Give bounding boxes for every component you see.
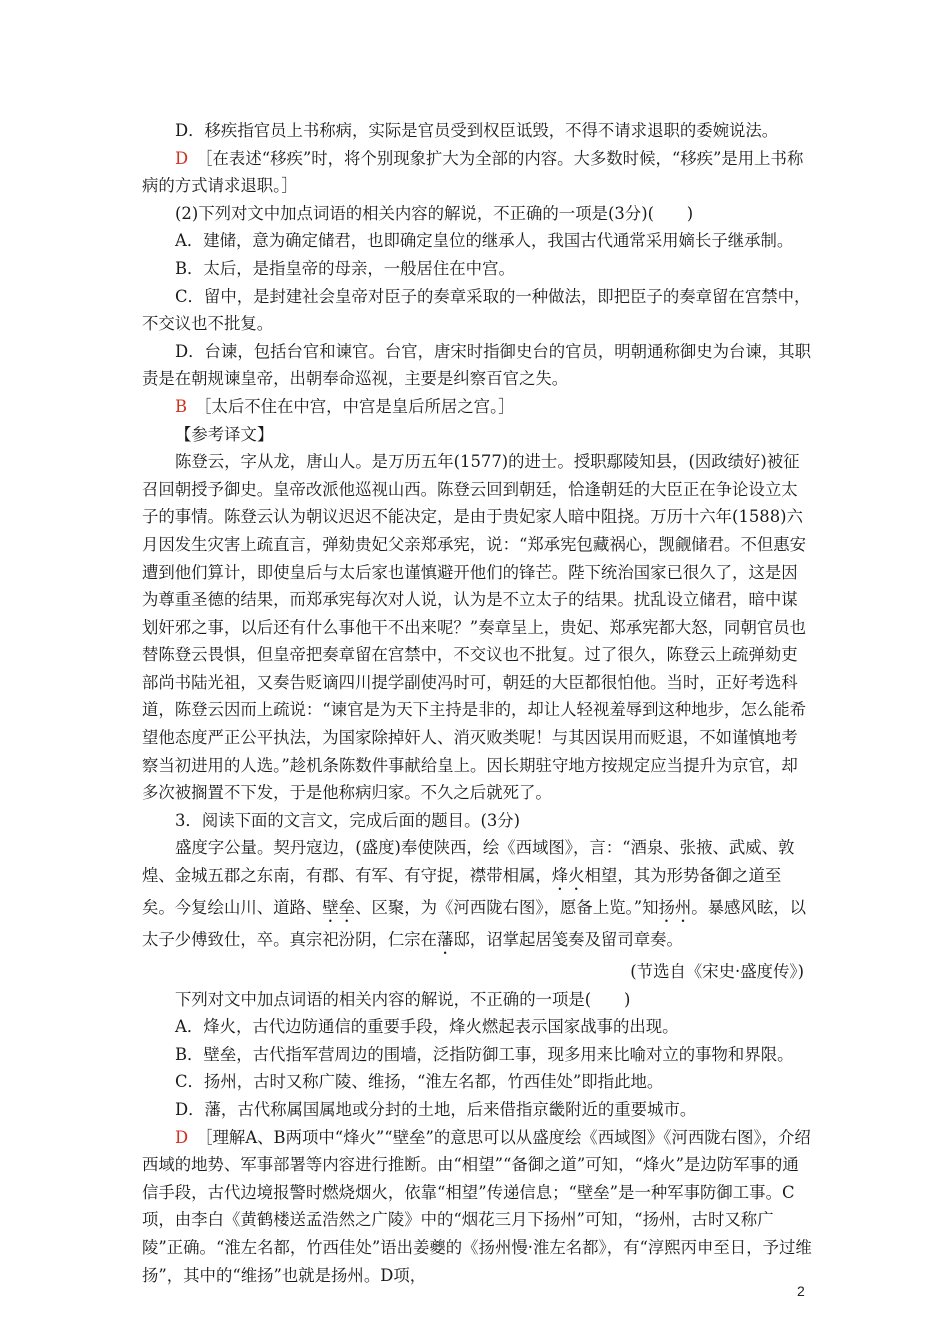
q3-passage (142, 834, 812, 958)
q1-option-d: D．移疾指官员上书称病，实际是官员受到权臣诋毁，不得不请求退职的委婉说法。 (175, 121, 779, 140)
q2-explanation: ［太后不住在中宫，中宫是皇后所居之宫。］ (195, 396, 515, 416)
passage-text: 相望，其为形势备御之道至矣。今复绘山川、道路、 (142, 866, 782, 918)
q2-option-c: C．留中，是封建社会皇帝对臣子的奏章采取的一种做法，即把臣子的奏章留在宫禁中，不交议也不批复。 (142, 286, 811, 334)
dotted-term-yangzhou: 扬州 (658, 898, 692, 918)
q3-option-d: D．藩，古代称属国属地或分封的土地，后来借指京畿附近的重要城市。 (175, 1100, 697, 1119)
dotted-term-fan: 藩 (437, 930, 454, 950)
q3-explanation: ［理解A、B两项中“烽火”“壁垒”的意思可以从盛度绘《西域图》《河西陇右图》，介绍西域的地势、军事部署等内容进行推断。由“相望”“备御之道”可知，“烽火”是边防军事的通信手段，古代边境报警时燃烧烟火，依靠“相望”传递信息；“壁垒”是一种军事防御工事。C项，由李白《黄鹤楼送孟浩然之广陵》中的“烟花三月下扬州”可知，“扬州，古时又称广陵”正确。“淮左名都，竹西佳处”语出姜夔的《扬州慢·淮左名都》，有“淳熙丙申至日，予过维扬”，其中的“维扬”也就是扬州。D项， (142, 1127, 812, 1285)
q1-answer (142, 145, 812, 200)
q2-option-d: D．台谏，包括台官和谏官。台官，唐宋时指御史台的官员，明朝通称御史为台谏，其职责是在朝规谏皇帝，出朝奉命巡视，主要是纠察百官之失。 (142, 341, 811, 389)
q3-option-a: A．烽火，古代边防通信的重要手段，烽火燃起表示国家战事的出现。 (175, 1017, 679, 1037)
q3-answer (142, 1124, 812, 1290)
page-content (142, 117, 812, 1289)
q3-option-c: C．扬州，古时又称广陵、维扬，“淮左名都，竹西佳处”即指此地。 (175, 1072, 664, 1092)
passage-text: 盛度字公量。契丹寇边，(盛度)奉使陕西，绘《西域图》，言：“酒泉、张掖、武威、敦煌、金城五郡之东南，有郡、有军、有守捉，襟带相属， (142, 838, 795, 886)
dotted-term-bilei: 壁垒 (322, 898, 356, 918)
q2-option-a: A．建储，意为确定储君，也即确定皇位的继承人，我国古代通常采用嫡长子继承制。 (175, 231, 794, 251)
passage-text: 邸，诏掌起居笺奏及留司章奏。 (453, 930, 683, 950)
q3-answer-letter: D (175, 1127, 189, 1147)
page-number: 2 (797, 1283, 805, 1299)
q2-answer-letter: B (175, 396, 188, 416)
translation-heading: 【参考译文】 (175, 424, 274, 444)
q3-question: 下列对文中加点词语的相关内容的解说，不正确的一项是( ) (175, 989, 631, 1009)
q2-option-b: B．太后，是指皇帝的母亲，一般居住在中宫。 (175, 258, 515, 278)
q2-stem: (2)下列对文中加点词语的相关内容的解说，不正确的一项是(3分)( ) (175, 203, 694, 223)
q3-source: (节选自《宋史·盛度传》) (630, 962, 804, 982)
passage-text: 、区聚，为《河西陇右图》，愿备上览。”知 (355, 898, 659, 918)
q3-stem: 3．阅读下面的文言文，完成后面的题目。(3分) (175, 810, 521, 830)
q1-answer-letter: D (175, 148, 189, 168)
translation-body: 陈登云，字从龙，唐山人。是万历五年(1577)的进士。授职鄢陵知县，(因政绩好)被征召回朝授予御史。皇帝改派他巡视山西。陈登云回到朝廷，恰逢朝廷的大臣正在争论设立太子的事情。陈登云认为朝议迟迟不能决定，是由于贵妃家人暗中阻挠。万历十六年(1588)六月因发生灾害上疏直言，弹劾贵妃父亲郑承宪，说：“郑承宪包藏祸心，觊觎储君。不但惠安遭到他们算计，即使皇后与太后家也谨慎避开他们的锋芒。陛下统治国家已很久了，这是因为尊重圣德的结果，而郑承宪每次对人说，认为是不立太子的结果。扰乱设立储君，暗中谋划奸邪之事，以后还有什么事他干不出来呢？”奏章呈上，贵妃、郑承宪都大怒，同朝官员也替陈登云畏惧，但皇帝把奏章留在宫禁中，不交议也不批复。过了很久，陈登云上疏弹劾吏部尚书陆光祖，又奏告贬谪四川提学副使冯时可，朝廷的大臣都很怕他。当时，正好考选科道，陈登云因而上疏说：“谏官是为天下主持是非的，却让人轻视羞辱到这种地步，怎么能希望他态度严正公平执法，为国家除掉奸人、消灭败类呢！与其因误用而贬退，不如谨慎地考察当初进用的人选。”趁机条陈数件事献给皇上。因长期驻守地方按规定应当提升为京官，却多次被搁置不下发，于是他称病归家。不久之后就死了。 (142, 452, 807, 803)
passage-text: 。暴感风眩，以太子少傅致仕，卒。真宗祀汾阴，仁宗在 (142, 898, 806, 950)
q3-option-b: B．壁垒，古代指军营周边的围墙，泛指防御工事，现多用来比喻对立的事物和界限。 (175, 1044, 794, 1064)
q2-answer (142, 393, 812, 421)
q1-explanation: ［在表述“移疾”时，将个别现象扩大为全部的内容。大多数时候，“移疾”是用上书称病的方式请求退职。］ (142, 148, 804, 196)
dotted-term-fenghuo: 烽火 (551, 866, 585, 886)
